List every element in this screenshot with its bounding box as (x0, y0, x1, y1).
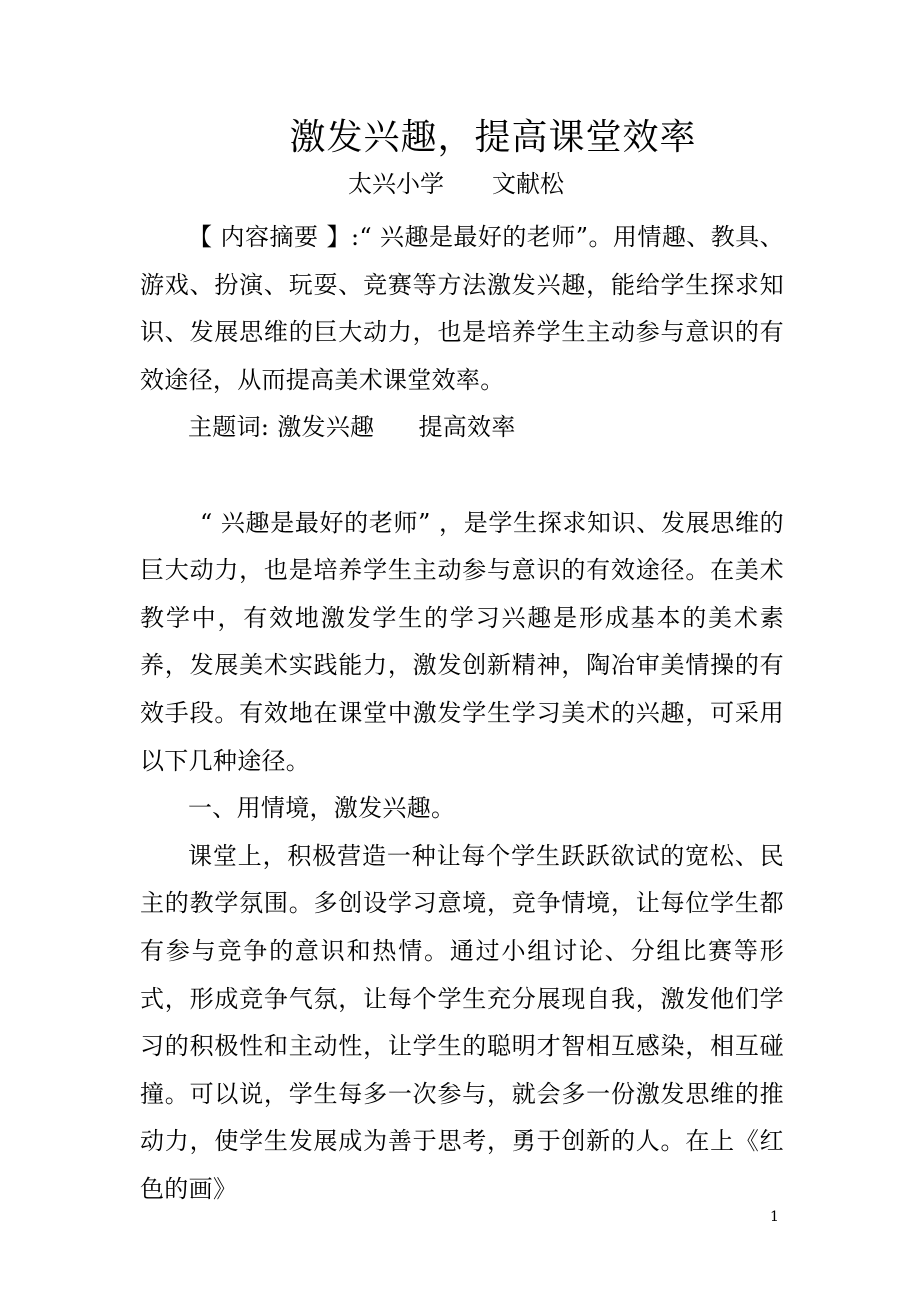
author-line (348, 166, 564, 202)
school-name: 太兴小学 (348, 170, 444, 198)
abstract-text: “ 兴趣是最好的老师”。用情趣、教具、游戏、扮演、玩耍、竞赛等方法激发兴趣，能给学生探求知识、发展思维的巨大动力，也是培养学生主动参与意识的有效途径，从而提高美术课堂效率。 (140, 223, 784, 394)
page-number: 1 (770, 1209, 779, 1225)
author-name: 文献松 (492, 170, 564, 198)
keywords-line (140, 404, 784, 452)
paragraph-intro: “ 兴趣是最好的老师” ，是学生探求知识、发展思维的巨大动力，也是培养学生主动参与意识的有效途径。在美术教学中，有效地激发学生的学习兴趣是形成基本的美术素养，发展美术实践能力，激发创新精神，陶冶审美情操的有效手段。有效地在课堂中激发学生学习美术的兴趣，可采用以下几种途径。 (140, 508, 784, 775)
document-body (140, 214, 784, 1213)
document-title: 激发兴趣，提高课堂效率 (289, 117, 697, 158)
abstract-paragraph (140, 214, 784, 404)
blank-line (140, 452, 784, 500)
keyword-2: 提高效率 (418, 413, 516, 442)
abstract-label: 【 内容摘要 】: (188, 223, 360, 251)
section-heading: 一、用情境，激发兴趣。 (188, 794, 456, 823)
keywords-label: 主题词: (188, 413, 270, 442)
keyword-1: 激发兴趣 (277, 413, 375, 442)
paragraph-situation: 课堂上，积极营造一种让每个学生跃跃欲试的宽松、民主的教学氛围。多创设学习意境，竞争情境，让每位学生都有参与竞争的意识和热情。通过小组讨论、分组比赛等形式，形成竞争气氛，让每个学生充分展现自我，激发他们学习的积极性和主动性，让学生的聪明才智相互感染，相互碰撞。可以说，学生每多一次参与，就会多一份激发思维的推动力，使学生发展成为善于思考，勇于创新的人。在上《红色的画》 (140, 841, 784, 1203)
